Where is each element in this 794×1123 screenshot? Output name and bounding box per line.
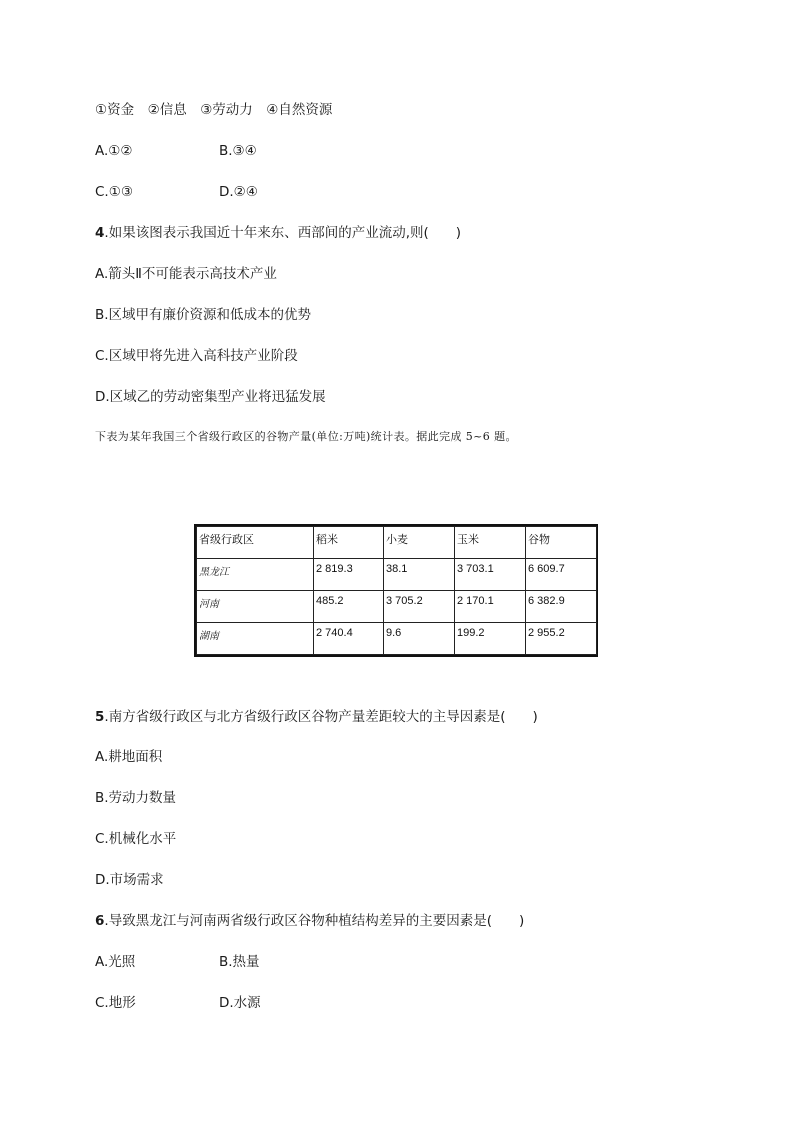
q4-choice-a: A.箭头Ⅱ不可能表示高技术产业 <box>95 266 277 282</box>
table-cell: 38.1 <box>384 559 455 591</box>
header-cell: 玉米 <box>455 527 526 559</box>
table-cell: 9.6 <box>384 623 455 655</box>
header-cell: 谷物 <box>526 527 597 559</box>
q4-question <box>95 224 461 242</box>
q5-stem: .南方省级行政区与北方省级行政区谷物产量差距较大的主导因素是( ) <box>104 709 538 725</box>
q4-choice-d: D.区域乙的劳动密集型产业将迅猛发展 <box>95 389 326 405</box>
table-cell: 6 382.9 <box>526 591 597 623</box>
table-cell: 485.2 <box>314 591 384 623</box>
q5-choice-b: B.劳动力数量 <box>95 790 177 806</box>
q3-choice-d: D.②④ <box>219 184 258 200</box>
q3-options-list: ①资金 ②信息 ③劳动力 ④自然资源 <box>95 102 333 118</box>
q6-number: 6 <box>95 913 105 929</box>
q4-number: 4 <box>95 225 105 241</box>
province-cell: 河南 <box>197 591 314 623</box>
table-header-row <box>197 527 597 559</box>
table-row <box>197 559 597 591</box>
q5-choice-d: D.市场需求 <box>95 872 164 888</box>
q4-choice-b: B.区域甲有廉价资源和低成本的优势 <box>95 307 312 323</box>
province-cell: 湖南 <box>197 623 314 655</box>
table-cell: 2 955.2 <box>526 623 597 655</box>
table-cell: 2 819.3 <box>314 559 384 591</box>
header-cell: 稻米 <box>314 527 384 559</box>
header-cell: 小麦 <box>384 527 455 559</box>
q6-choice-c: C.地形 <box>95 995 136 1011</box>
q5-choice-c: C.机械化水平 <box>95 831 177 847</box>
q4-choice-c: C.区域甲将先进入高科技产业阶段 <box>95 348 298 364</box>
grain-production-table <box>194 524 598 657</box>
header-cell: 省级行政区 <box>197 527 314 559</box>
q5-question <box>95 708 538 726</box>
q6-question <box>95 912 524 930</box>
q3-choice-c: C.①③ <box>95 184 133 200</box>
q5-choice-a: A.耕地面积 <box>95 749 163 765</box>
table-cell: 3 703.1 <box>455 559 526 591</box>
table-row <box>197 591 597 623</box>
q6-choice-d: D.水源 <box>219 995 261 1011</box>
province-cell: 黑龙江 <box>197 559 314 591</box>
table-cell: 2 740.4 <box>314 623 384 655</box>
q6-choice-b: B.热量 <box>219 954 260 970</box>
q3-choice-a: A.①② <box>95 143 133 159</box>
grain-table-grid <box>196 526 597 655</box>
table-cell: 6 609.7 <box>526 559 597 591</box>
q4-stem: .如果该图表示我国近十年来东、西部间的产业流动,则( ) <box>104 225 462 241</box>
table-cell: 3 705.2 <box>384 591 455 623</box>
q3-choice-b: B.③④ <box>219 143 257 159</box>
table-cell: 199.2 <box>455 623 526 655</box>
q6-stem: .导致黑龙江与河南两省级行政区谷物种植结构差异的主要因素是( ) <box>104 913 525 929</box>
table-cell: 2 170.1 <box>455 591 526 623</box>
q6-choice-a: A.光照 <box>95 954 136 970</box>
q5-number: 5 <box>95 709 105 725</box>
table-intro: 下表为某年我国三个省级行政区的谷物产量(单位:万吨)统计表。据此完成 5~6 题。 <box>95 430 517 443</box>
table-row <box>197 623 597 655</box>
